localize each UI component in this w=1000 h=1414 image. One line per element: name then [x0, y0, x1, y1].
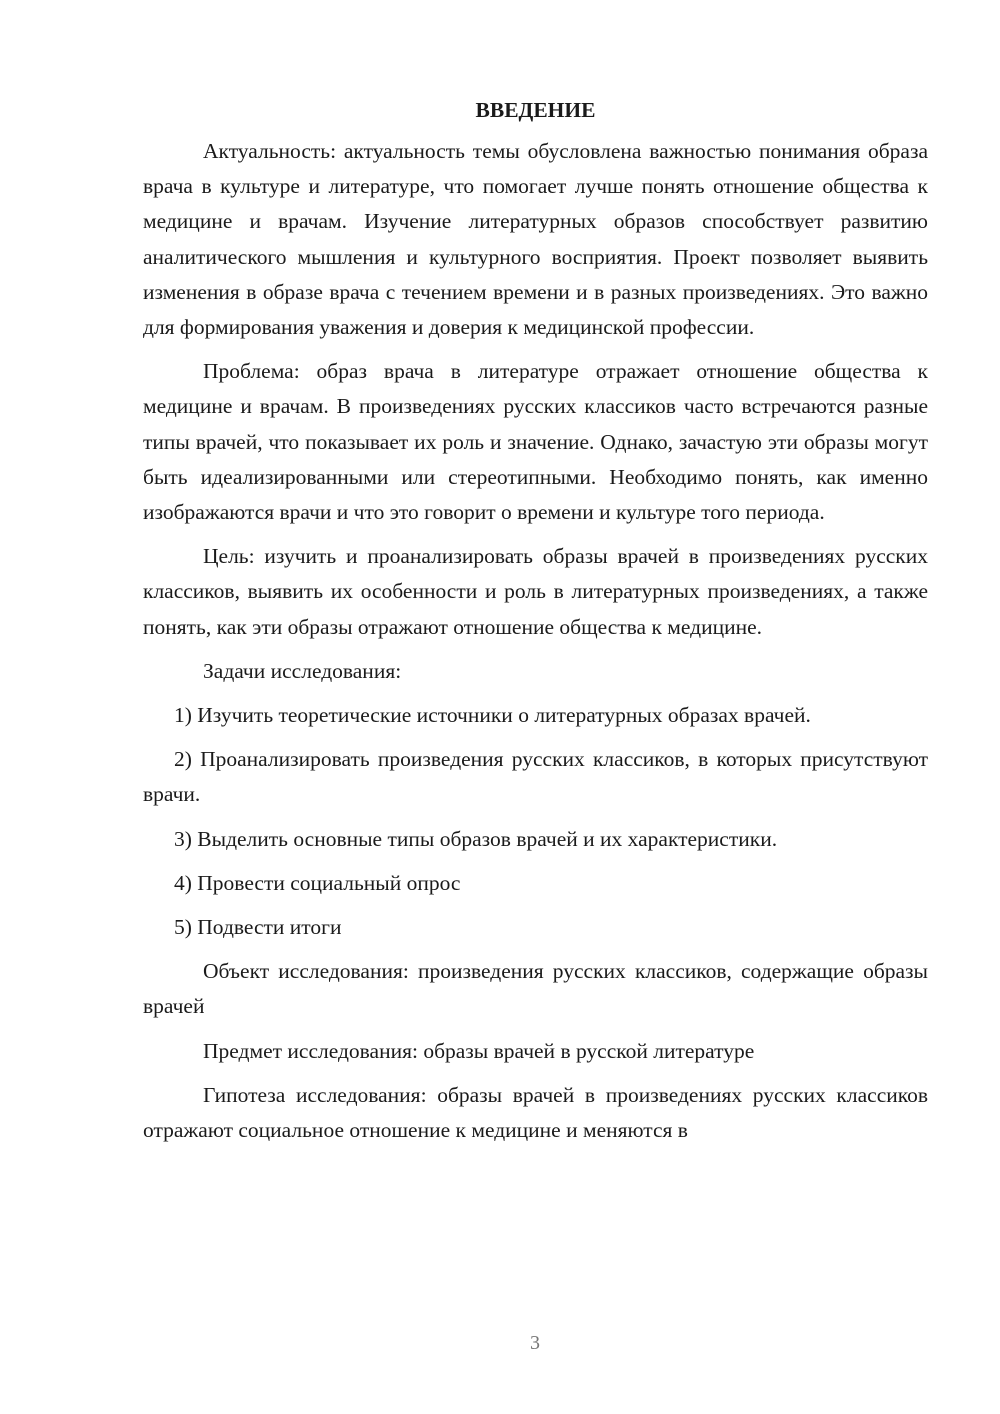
paragraph-relevance: Актуальность: актуальность темы обусловлена важностью понимания образа врача в культуре и литературе, что помогает лучше понять отношение общества к медицине и врачам. Изучение литературных образов способствует развитию аналитического мышления и культурного восприятия. Проект позволяет выявить изменения в образе врача с течением времени и в разных произведениях. Это важно для формирования уважения и доверия к медицинской профессии.: [143, 139, 928, 340]
paragraph-problem: Проблема: образ врача в литературе отражает отношение общества к медицине и врачам. В произведениях русских классиков часто встречаются разные типы врачей, что показывает их роль и значение. Однако, зачастую эти образы могут быть идеализированными или стереотипными. Необходимо понять, как именно изображаются врачи и что это говорит о времени и культуре того периода.: [143, 359, 928, 525]
document-page: [143, 92, 928, 1157]
task-item-5: 5) Подвести итоги: [174, 915, 342, 940]
paragraph-object: Объект исследования: произведения русских классиков, содержащие образы врачей: [143, 959, 928, 1019]
paragraph-goal: Цель: изучить и проанализировать образы врачей в произведениях русских классиков, выявить их особенности и роль в литературных произведениях, а также понять, как эти образы отражают отношение общества к медицине.: [143, 544, 928, 639]
tasks-heading: Задачи исследования:: [203, 658, 402, 683]
task-item-2: 2) Проанализировать произведения русских классиков, в которых присутствуют врачи.: [143, 747, 928, 807]
task-item-1: 1) Изучить теоретические источники о литературных образах врачей.: [174, 703, 811, 728]
document-title: ВВЕДЕНИЕ: [475, 98, 596, 122]
task-item-3: 3) Выделить основные типы образов врачей и их характеристики.: [174, 826, 778, 851]
paragraph-hypothesis: Гипотеза исследования: образы врачей в произведениях русских классиков отражают социальное отношение к медицине и меняются в: [143, 1082, 928, 1143]
paragraph-subject: Предмет исследования: образы врачей в русской литературе: [203, 1038, 755, 1063]
task-item-4: 4) Провести социальный опрос: [174, 870, 461, 895]
page-number: 3: [530, 1332, 540, 1354]
